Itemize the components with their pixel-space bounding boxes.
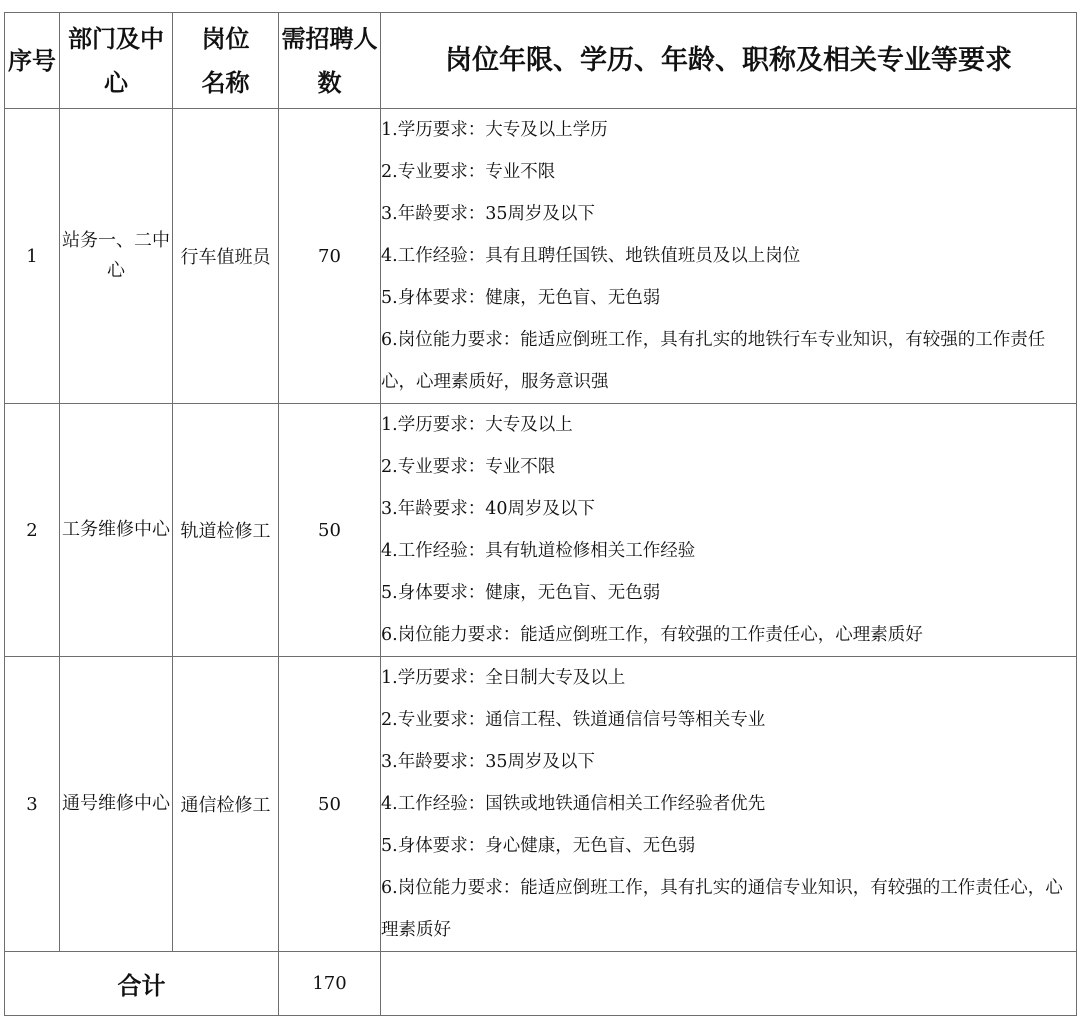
seq-cell: 3 [5, 657, 60, 952]
requirement-line: 1.学历要求：全日制大专及以上 [381, 668, 626, 688]
table-row [5, 404, 1077, 657]
requirement-line: 2.专业要求：通信工程、铁道通信信号等相关专业 [381, 710, 766, 730]
total-label: 合计 [5, 952, 279, 1016]
dept-cell: 站务一、二中心 [60, 109, 173, 404]
header-post: 岗位名称 [173, 13, 279, 109]
table-row [5, 109, 1077, 404]
requirement-line: 6.岗位能力要求：能适应倒班工作，具有扎实的地铁行车专业知识，有较强的工作责任心，心理素质好，服务意识强 [381, 330, 1046, 392]
requirement-line: 5.身体要求：身心健康，无色盲、无色弱 [381, 836, 696, 856]
total-count: 170 [279, 952, 381, 1016]
requirement-line: 6.岗位能力要求：能适应倒班工作，有较强的工作责任心，心理素质好 [381, 625, 923, 645]
requirement-line: 2.专业要求：专业不限 [381, 162, 556, 182]
requirement-line: 3.年龄要求：35周岁及以下 [381, 204, 595, 224]
seq-cell: 2 [5, 404, 60, 657]
seq-cell: 1 [5, 109, 60, 404]
dept-cell: 通号维修中心 [60, 657, 173, 952]
requirements-cell [381, 404, 1077, 657]
total-empty-cell [381, 952, 1077, 1016]
total-row [5, 952, 1077, 1016]
count-cell: 50 [279, 404, 381, 657]
requirement-line: 1.学历要求：大专及以上学历 [381, 120, 608, 140]
requirement-line: 5.身体要求：健康，无色盲、无色弱 [381, 288, 661, 308]
requirement-line: 1.学历要求：大专及以上 [381, 415, 573, 435]
requirement-line: 5.身体要求：健康，无色盲、无色弱 [381, 583, 661, 603]
requirement-line: 3.年龄要求：40周岁及以下 [381, 499, 595, 519]
post-cell: 行车值班员 [173, 109, 279, 404]
requirements-cell [381, 109, 1077, 404]
requirement-line: 4.工作经验：具有轨道检修相关工作经验 [381, 541, 696, 561]
count-cell: 70 [279, 109, 381, 404]
header-requirements: 岗位年限、学历、年龄、职称及相关专业等要求 [381, 13, 1077, 109]
post-cell: 通信检修工 [173, 657, 279, 952]
requirement-line: 4.工作经验：国铁或地铁通信相关工作经验者优先 [381, 794, 766, 814]
header-count: 需招聘人数 [279, 13, 381, 109]
header-dept: 部门及中心 [60, 13, 173, 109]
header-seq: 序号 [5, 13, 60, 109]
requirement-line: 3.年龄要求：35周岁及以下 [381, 752, 595, 772]
dept-cell: 工务维修中心 [60, 404, 173, 657]
post-cell: 轨道检修工 [173, 404, 279, 657]
requirement-line: 2.专业要求：专业不限 [381, 457, 556, 477]
requirements-cell [381, 657, 1077, 952]
requirement-line: 4.工作经验：具有且聘任国铁、地铁值班员及以上岗位 [381, 246, 801, 266]
count-cell: 50 [279, 657, 381, 952]
requirement-line: 6.岗位能力要求：能适应倒班工作，具有扎实的通信专业知识，有较强的工作责任心，心理素质好 [381, 878, 1063, 940]
table-row [5, 657, 1077, 952]
recruitment-table [4, 12, 1077, 1016]
header-row [5, 13, 1077, 109]
